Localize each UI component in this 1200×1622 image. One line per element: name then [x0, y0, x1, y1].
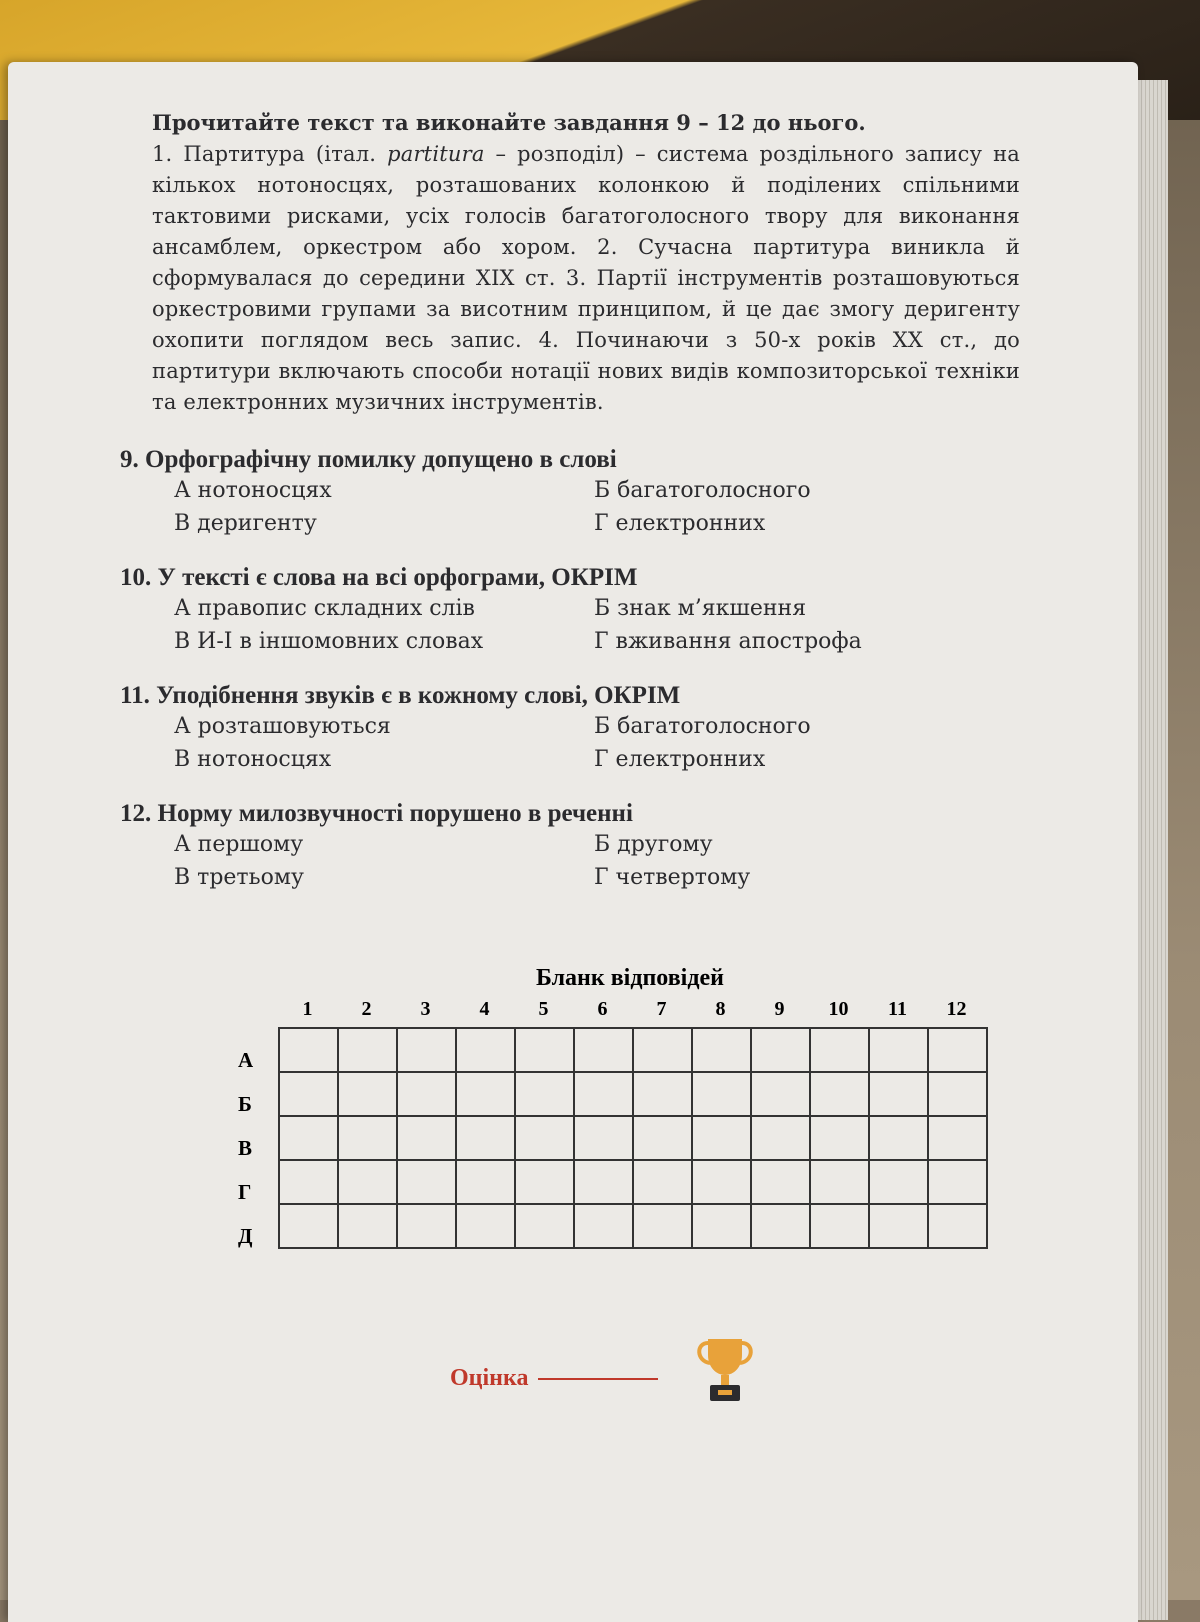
grade-label: Оцінка	[450, 1365, 529, 1391]
answer-cell[interactable]	[692, 1028, 751, 1072]
answer-cell[interactable]	[397, 1160, 456, 1204]
column-number: 6	[597, 998, 608, 1020]
answer-cell[interactable]	[751, 1028, 810, 1072]
row-letter: В	[238, 1136, 253, 1160]
grade-field	[450, 1365, 658, 1392]
question-title: 12. Норму милозвучності порушено в реченні	[120, 800, 633, 827]
answer-cell[interactable]	[338, 1160, 397, 1204]
question-options	[174, 592, 1020, 658]
column-number: 1	[302, 998, 313, 1020]
answer-cell[interactable]	[574, 1116, 633, 1160]
answer-cell[interactable]	[338, 1072, 397, 1116]
option-a[interactable]: А першому	[174, 832, 304, 857]
answer-sheet	[230, 965, 1030, 1249]
question-title: 11. Уподібнення звуків є в кожному слові, ОКРІМ	[120, 682, 681, 709]
passage-italic-term: partitura	[387, 142, 485, 166]
answer-cell[interactable]	[810, 1160, 869, 1204]
question-title: 10. У тексті є слова на всі орфограми, ОКРІМ	[120, 564, 638, 591]
option-v[interactable]: В деригенту	[174, 511, 317, 536]
option-b[interactable]: Б другому	[594, 832, 713, 857]
answer-cell[interactable]	[515, 1204, 574, 1248]
answer-cell[interactable]	[751, 1116, 810, 1160]
question-10	[120, 564, 1020, 658]
row-letter: Г	[238, 1180, 252, 1204]
row-letters	[238, 1038, 253, 1258]
row-letter: Д	[238, 1224, 253, 1248]
column-number: 4	[479, 998, 490, 1020]
answer-cell[interactable]	[633, 1072, 692, 1116]
answer-cell[interactable]	[279, 1072, 338, 1116]
answer-cell[interactable]	[810, 1072, 869, 1116]
answer-sheet-title: Бланк відповідей	[536, 965, 724, 991]
option-g[interactable]: Г електронних	[594, 511, 766, 536]
answer-cell[interactable]	[279, 1160, 338, 1204]
question-11	[120, 682, 1020, 776]
answer-cell[interactable]	[928, 1028, 987, 1072]
answer-cell[interactable]	[515, 1028, 574, 1072]
column-number: 12	[946, 998, 967, 1020]
question-9	[120, 446, 1020, 540]
column-number: 11	[888, 998, 907, 1020]
answer-cell[interactable]	[515, 1116, 574, 1160]
passage-rest: – розподіл) – система роздільного запису на кількох нотоносцях, розташованих колонкою й поділених спільними тактовими рисками, усіх голосів багатоголосного твору для виконання ансамблем, оркестром або хором. 2. Сучасна партитура виникла й сформувалася до середини XIX ст. 3. Партії інструментів розташовуються оркестровими групами за висотним принципом, й це дає змогу деригенту охопити поглядом весь запис. 4. Починаючи з 50-х років XX ст., до партитури включають способи нотації нових видів композиторської техніки та електронних музичних інструментів.	[152, 142, 1020, 414]
column-number: 8	[715, 998, 726, 1020]
column-number: 3	[420, 998, 431, 1020]
answer-cell[interactable]	[338, 1204, 397, 1248]
answer-cell[interactable]	[869, 1160, 928, 1204]
answer-cell[interactable]	[456, 1072, 515, 1116]
answer-row	[279, 1160, 987, 1204]
answer-cell[interactable]	[928, 1116, 987, 1160]
answer-cell[interactable]	[633, 1160, 692, 1204]
page-stack-edge	[1138, 80, 1168, 1620]
row-letter: Б	[238, 1092, 252, 1116]
option-a[interactable]: А розташовуються	[174, 714, 391, 739]
row-letter: А	[238, 1048, 254, 1072]
question-title: 9. Орфографічну помилку допущено в слові	[120, 446, 617, 473]
option-g[interactable]: Г четвертому	[594, 865, 751, 890]
question-12	[120, 800, 1020, 894]
answer-cell[interactable]	[810, 1204, 869, 1248]
answer-cell[interactable]	[633, 1028, 692, 1072]
answer-cell[interactable]	[928, 1160, 987, 1204]
answer-cell[interactable]	[397, 1072, 456, 1116]
column-number: 7	[656, 998, 667, 1020]
trophy-icon	[690, 1333, 760, 1405]
option-v[interactable]: В третьому	[174, 865, 304, 890]
answer-cell[interactable]	[692, 1116, 751, 1160]
answer-cell[interactable]	[456, 1116, 515, 1160]
answer-cell[interactable]	[928, 1204, 987, 1248]
answer-cell[interactable]	[810, 1116, 869, 1160]
answer-row	[279, 1072, 987, 1116]
option-g[interactable]: Г вживання апострофа	[594, 629, 862, 654]
option-a[interactable]: А правопис складних слів	[174, 596, 475, 621]
answer-cell[interactable]	[574, 1028, 633, 1072]
answer-cell[interactable]	[515, 1160, 574, 1204]
answer-cell[interactable]	[397, 1028, 456, 1072]
column-number: 9	[774, 998, 785, 1020]
answer-cell[interactable]	[574, 1072, 633, 1116]
answer-cell[interactable]	[692, 1204, 751, 1248]
answer-cell[interactable]	[810, 1028, 869, 1072]
page-content	[120, 110, 1020, 894]
answer-cell[interactable]	[574, 1204, 633, 1248]
grade-line[interactable]	[538, 1378, 658, 1380]
option-b[interactable]: Б багатоголосного	[594, 714, 811, 739]
answer-cell[interactable]	[869, 1204, 928, 1248]
answer-cell[interactable]	[692, 1160, 751, 1204]
answer-row	[279, 1204, 987, 1248]
answer-cell[interactable]	[869, 1072, 928, 1116]
answer-cell[interactable]	[751, 1160, 810, 1204]
answer-cell[interactable]	[338, 1116, 397, 1160]
answer-cell[interactable]	[574, 1160, 633, 1204]
answer-cell[interactable]	[456, 1028, 515, 1072]
answer-row	[279, 1028, 987, 1072]
answer-cell[interactable]	[338, 1028, 397, 1072]
answer-row	[279, 1116, 987, 1160]
answer-cell[interactable]	[397, 1204, 456, 1248]
question-options	[174, 474, 1020, 540]
option-a[interactable]: А нотоносцях	[174, 478, 332, 503]
answer-cell[interactable]	[633, 1204, 692, 1248]
answer-cell[interactable]	[397, 1116, 456, 1160]
option-g[interactable]: Г електронних	[594, 747, 766, 772]
answer-table	[278, 1027, 988, 1249]
answer-cell[interactable]	[515, 1072, 574, 1116]
answer-cell[interactable]	[692, 1072, 751, 1116]
question-options	[174, 828, 1020, 894]
option-b[interactable]: Б знак м’якшення	[594, 596, 807, 621]
answer-cell[interactable]	[279, 1116, 338, 1160]
answer-cell[interactable]	[751, 1072, 810, 1116]
column-number: 2	[361, 998, 372, 1020]
answer-cell[interactable]	[279, 1028, 338, 1072]
column-numbers	[278, 998, 1030, 1021]
answer-cell[interactable]	[751, 1204, 810, 1248]
intro-title: Прочитайте текст та виконайте завдання 9 – 12 до нього.	[152, 110, 866, 135]
answer-grid	[238, 998, 1030, 1249]
answer-cell[interactable]	[279, 1204, 338, 1248]
option-v[interactable]: В И-І в іншомовних словах	[174, 629, 484, 654]
passage-start: 1. Партитура (італ.	[152, 142, 388, 166]
answer-cell[interactable]	[633, 1116, 692, 1160]
answer-cell[interactable]	[456, 1204, 515, 1248]
answer-cell[interactable]	[869, 1028, 928, 1072]
question-options	[174, 710, 1020, 776]
answer-cell[interactable]	[928, 1072, 987, 1116]
column-number: 10	[828, 998, 849, 1020]
answer-cell[interactable]	[869, 1116, 928, 1160]
column-number: 5	[538, 998, 549, 1020]
answer-cell[interactable]	[456, 1160, 515, 1204]
passage-text	[152, 139, 1020, 418]
option-v[interactable]: В нотоносцях	[174, 747, 332, 772]
option-b[interactable]: Б багатоголосного	[594, 478, 811, 503]
